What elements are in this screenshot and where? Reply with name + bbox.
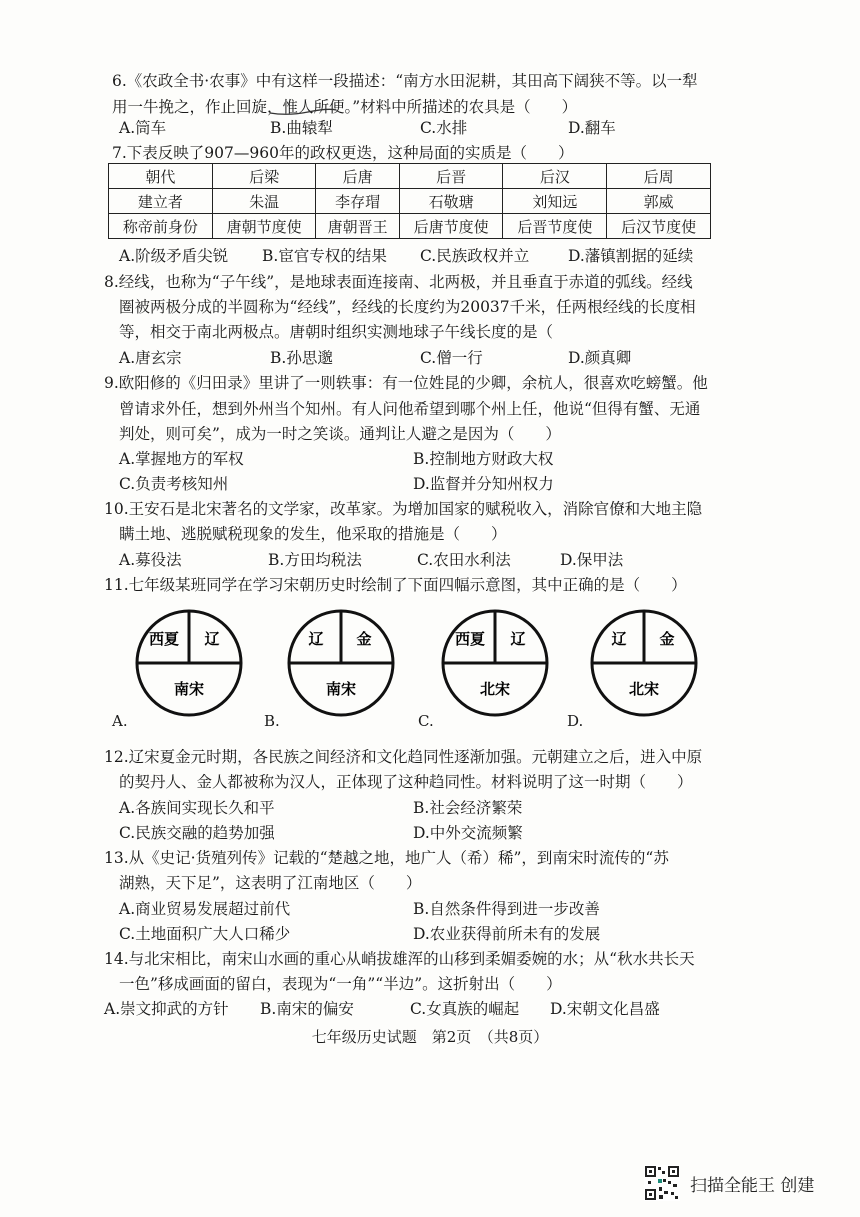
table-cell: 唐朝晋王 xyxy=(316,214,399,239)
q8-line2: 圈被两极分成的半圆称为“经线”，经线的长度约为20037千米，任两根经线的长度相 xyxy=(119,298,696,316)
table-cell: 李存瑁 xyxy=(316,189,399,214)
table-cell: 朱温 xyxy=(212,189,316,214)
pie-diagram xyxy=(286,608,396,718)
page-footer: 七年级历史试题 第2页 （共8页） xyxy=(311,1028,549,1046)
q11-figure-a xyxy=(110,608,255,728)
table-cell: 后晋 xyxy=(399,164,503,189)
table-cell: 唐朝节度使 xyxy=(212,214,316,239)
q13-option-c: C.土地面积广大人口稀少 xyxy=(119,925,291,943)
q8-option-b: B.孙思邈 xyxy=(270,349,333,367)
table-cell: 后周 xyxy=(607,164,711,189)
q6-line1: 6.《农政全书·农事》中有这样一段描述：“南方水田泥耕，其田高下阔狭不等。以一犁 xyxy=(112,72,698,90)
q6-option-a: A.筒车 xyxy=(119,119,167,137)
table-cell: 后唐节度使 xyxy=(399,214,503,239)
q10-option-d: D.保甲法 xyxy=(560,551,624,569)
table-row xyxy=(109,214,711,239)
handwritten-underline-mark xyxy=(268,104,338,118)
table-cell: 后梁 xyxy=(212,164,316,189)
q8-option-c: C.僧一行 xyxy=(420,349,483,367)
region-top-left: 西夏 xyxy=(454,630,486,648)
region-bottom: 北宋 xyxy=(628,680,660,698)
q12-option-c: C.民族交融的趋势加强 xyxy=(119,824,275,842)
q14-option-c: C.女真族的崛起 xyxy=(410,1000,520,1018)
pie-diagram xyxy=(589,608,699,718)
q7-option-a: A.阶级矛盾尖锐 xyxy=(119,247,229,265)
q13-line1: 13.从《史记·货殖列传》记载的“楚越之地，地广人（希）稀”，到南宋时流传的“苏 xyxy=(104,849,669,867)
figure-letter: B. xyxy=(264,712,280,730)
q7-option-d: D.藩镇割据的延续 xyxy=(568,247,694,265)
figure-letter: D. xyxy=(567,712,584,730)
q12-option-d: D.中外交流频繁 xyxy=(413,824,523,842)
scanner-watermark xyxy=(640,1165,840,1201)
q7-option-c: C.民族政权并立 xyxy=(420,247,530,265)
q11-line1: 11.七年级某班同学在学习宋朝历史时绘制了下面四幅示意图，其中正确的是（ ） xyxy=(104,576,687,594)
q10-option-a: A.募役法 xyxy=(119,551,182,569)
figure-letter: C. xyxy=(418,712,434,730)
q6-line2: 用一牛挽之，作止回旋，惟人所便。”材料中所描述的农具是（ ） xyxy=(112,98,578,116)
q8-option-a: A.唐玄宗 xyxy=(119,349,182,367)
q13-option-b: B.自然条件得到进一步改善 xyxy=(413,900,600,918)
q9-line1: 9.欧阳修的《归田录》里讲了一则轶事：有一位姓昆的少卿，余杭人，很喜欢吃螃蟹。他 xyxy=(104,374,708,392)
q14-option-b: B.南宋的偏安 xyxy=(260,1000,354,1018)
region-top-right: 金 xyxy=(356,630,372,648)
figure-letter: A. xyxy=(112,712,128,730)
region-top-left: 辽 xyxy=(611,630,627,648)
table-cell: 后唐 xyxy=(316,164,399,189)
q13-option-a: A.商业贸易发展超过前代 xyxy=(119,900,291,918)
q6-option-c: C.水排 xyxy=(420,119,468,137)
q14-option-d: D.宋朝文化昌盛 xyxy=(550,1000,660,1018)
q10-line2: 瞒土地、逃脱赋税现象的发生，他采取的措施是（ ） xyxy=(119,525,507,543)
region-top-right: 辽 xyxy=(204,630,220,648)
table-cell: 后汉节度使 xyxy=(607,214,711,239)
q10-line1: 10.王安石是北宋著名的文学家，改革家。为增加国家的赋税收入，消除官僚和大地主隐 xyxy=(104,500,703,518)
region-top-left: 西夏 xyxy=(148,630,180,648)
table-cell: 石敬瑭 xyxy=(399,189,503,214)
q12-line2: 的契丹人、金人都被称为汉人，正体现了这种趋同性。材料说明了这一时期（ ） xyxy=(119,773,693,791)
regime-table xyxy=(108,163,711,239)
table-row xyxy=(109,189,711,214)
region-top-right: 金 xyxy=(659,630,675,648)
q12-option-b: B.社会经济繁荣 xyxy=(413,799,523,817)
table-row xyxy=(109,164,711,189)
table-cell: 后晋节度使 xyxy=(503,214,607,239)
table-cell: 刘知远 xyxy=(503,189,607,214)
q12-line1: 12.辽宋夏金元时期，各民族之间经济和文化趋同性逐渐加强。元朝建立之后，进入中原 xyxy=(104,748,703,766)
table-cell: 郭威 xyxy=(607,189,711,214)
region-bottom: 北宋 xyxy=(479,680,511,698)
q10-option-c: C.农田水利法 xyxy=(417,551,511,569)
q13-option-d: D.农业获得前所未有的发展 xyxy=(413,925,601,943)
q14-option-a: A.崇文抑武的方针 xyxy=(104,1000,229,1018)
q6-option-b: B.曲辕犁 xyxy=(270,119,333,137)
q9-option-a: A.掌握地方的军权 xyxy=(119,450,244,468)
q11-figures xyxy=(110,608,710,738)
q7-option-b: B.宦官专权的结果 xyxy=(262,247,387,265)
pie-diagram xyxy=(134,608,244,718)
q9-option-c: C.负责考核知州 xyxy=(119,475,229,493)
pie-diagram xyxy=(440,608,550,718)
q10-option-b: B.方田均税法 xyxy=(268,551,362,569)
table-cell: 后汉 xyxy=(503,164,607,189)
q11-figure-d xyxy=(565,608,710,728)
q8-option-d: D.颜真卿 xyxy=(568,349,632,367)
q9-line2: 曾请求外任，想到外州当个知州。有人问他希望到哪个州上任，他说“但得有蟹、无通 xyxy=(119,400,701,418)
q11-figure-b xyxy=(262,608,407,728)
q9-option-b: B.控制地方财政大权 xyxy=(413,450,554,468)
q14-line1: 14.与北宋相比，南宋山水画的重心从峭拔雄浑的山移到柔媚委婉的水；从“秋水共长天 xyxy=(104,950,695,968)
q8-line3: 等，相交于南北两极点。唐朝时组织实测地球子午线长度的是（ xyxy=(119,323,554,341)
region-top-left: 辽 xyxy=(308,630,324,648)
q12-option-a: A.各族间实现长久和平 xyxy=(119,799,275,817)
table-cell: 称帝前身份 xyxy=(109,214,213,239)
q14-line2: 一色”移成画面的留白，表现为“一角”“半边”。这折射出（ ） xyxy=(119,975,562,993)
q9-option-d: D.监督并分知州权力 xyxy=(413,475,554,493)
q8-line1: 8.经线，也称为“子午线”，是地球表面连接南、北两极，并且垂直于赤道的弧线。经线 xyxy=(104,273,693,291)
q7-line1: 7.下表反映了907—960年的政权更迭，这种局面的实质是（ ） xyxy=(112,144,574,162)
table-cell: 朝代 xyxy=(109,164,213,189)
region-top-right: 辽 xyxy=(510,630,526,648)
region-bottom: 南宋 xyxy=(173,680,205,698)
q9-line3: 判处，则可矣”，成为一时之笑谈。通判让人避之是因为（ ） xyxy=(119,425,561,443)
q6-option-d: D.翻车 xyxy=(568,119,616,137)
scanner-watermark-text: 扫描全能王 创建 xyxy=(690,1176,815,1196)
region-bottom: 南宋 xyxy=(325,680,357,698)
q13-line2: 湖熟，天下足”，这表明了江南地区（ ） xyxy=(119,874,422,892)
q11-figure-c xyxy=(416,608,561,728)
qr-code-icon xyxy=(644,1165,680,1201)
table-cell: 建立者 xyxy=(109,189,213,214)
